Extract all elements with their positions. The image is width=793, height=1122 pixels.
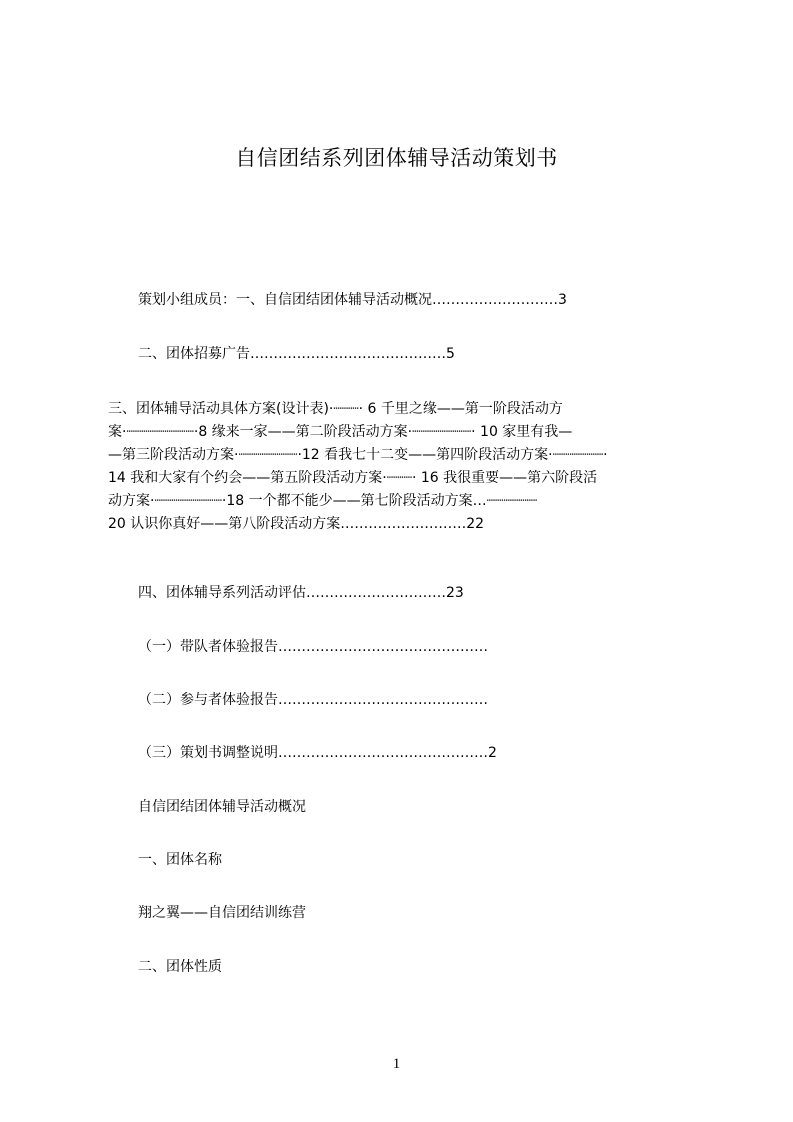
- toc-section-3-block: [108, 398, 700, 536]
- toc-dense-row: 14 我和大家有个约会——第五阶段活动方案·┈┈┈· 16 我很重要——第六阶段活: [108, 470, 598, 486]
- toc-line-1: 策划小组成员：一、自信团结团体辅导活动概况………………………3: [138, 292, 567, 308]
- toc-line-2: 二、团体招募广告……………………………………5: [138, 346, 455, 362]
- overview-heading: 自信团结团体辅导活动概况: [138, 799, 306, 815]
- section-1-heading: 一、团体名称: [138, 852, 222, 868]
- toc-dense-row: —第三阶段活动方案·┈┈┈┈┈┈┈·12 看我七十二变——第四阶段活动方案·┈┈┈┈┈┈·: [108, 447, 608, 463]
- toc-dense-row: 20 认识你真好——第八阶段活动方案………………………22: [108, 516, 485, 532]
- section-2-heading: 二、团体性质: [138, 959, 222, 975]
- toc-line-4: 四、团体辅导系列活动评估…………………………23: [138, 585, 464, 601]
- toc-dense-row: 案·┈┈┈┈┈┈┈┈·8 缘来一家——第二阶段活动方案·┈┈┈┈┈┈┈· 10 家里有我—: [108, 424, 573, 440]
- document-title: 自信团结系列团体辅导活动策划书: [235, 146, 558, 170]
- page-number: 1: [392, 1056, 401, 1072]
- toc-dense-row: 动方案·┈┈┈┈┈┈┈┈·18 一个都不能少——第七阶段活动方案…┈┈┈┈┈┈: [108, 493, 538, 509]
- toc-line-5: （一）带队者体验报告………………………………………: [138, 639, 488, 655]
- team-name: 翔之翼——自信团结训练营: [138, 905, 306, 921]
- toc-line-7: （三）策划书调整说明………………………………………2: [138, 745, 497, 761]
- toc-line-6: （二）参与者体验报告………………………………………: [138, 692, 488, 708]
- toc-dense-row: 三、团体辅导活动具体方案(设计表)·┈┈┈· 6 千里之缘——第一阶段活动方: [108, 401, 563, 417]
